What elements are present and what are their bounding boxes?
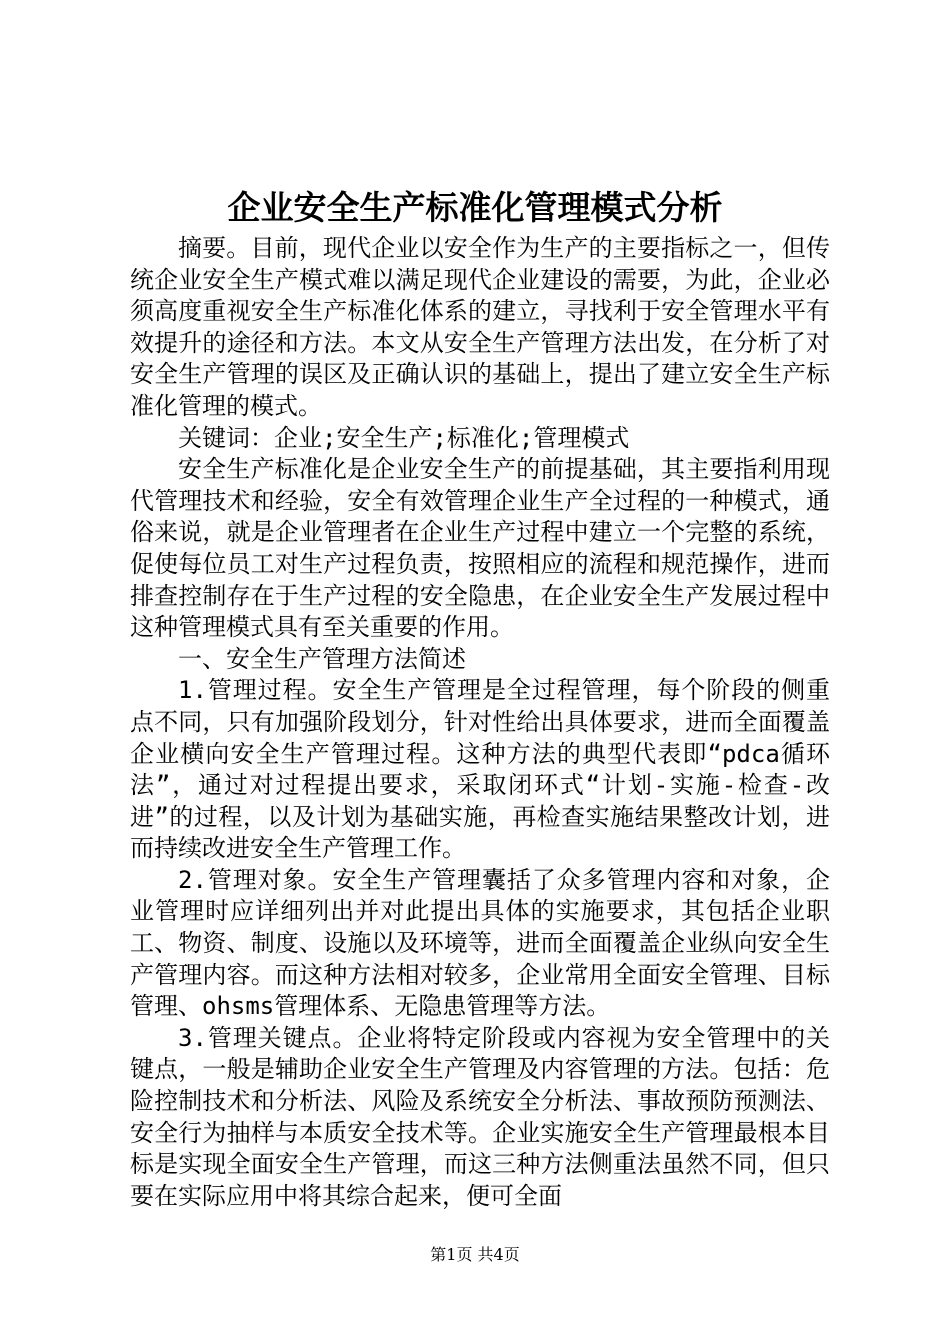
body-paragraph: 1.管理过程。安全生产管理是全过程管理，每个阶段的侧重点不同，只有加强阶段划分，针对性给出具体要求，进而全面覆盖企业横向安全生产管理过程。这种方法的典型代表即“pdca循环法”，通过对过程提出要求，采取闭环式“计划-实施-检查-改进”的过程，以及计划为基础实施，再检查实施结果整改计划，进而持续改进安全生产管理工作。 [130, 676, 830, 863]
document-body [130, 233, 830, 1212]
document-title: 企业安全生产标准化管理模式分析 [227, 188, 723, 227]
intro-paragraph: 安全生产标准化是企业安全生产的前提基础，其主要指利用现代管理技术和经验，安全有效管理企业生产全过程的一种模式，通俗来说，就是企业管理者在企业生产过程中建立一个完整的系统，促使每位员工对生产过程负责，按照相应的流程和规范操作，进而排查控制存在于生产过程的安全隐患，在企业安全生产发展过程中这种管理模式具有至关重要的作用。 [130, 455, 830, 642]
section-heading: 一、安全生产管理方法简述 [178, 644, 466, 673]
body-paragraph: 2.管理对象。安全生产管理囊括了众多管理内容和对象，企业管理时应详细列出并对此提出具体的实施要求，其包括企业职工、物资、制度、设施以及环境等，进而全面覆盖企业纵向安全生产管理内容。而这种方法相对较多，企业常用全面安全管理、目标管理、ohsms管理体系、无隐患管理等方法。 [130, 865, 830, 1021]
page-footer: 第1页 共4页 [430, 1245, 520, 1264]
body-paragraph: 3.管理关键点。企业将特定阶段或内容视为安全管理中的关键点，一般是辅助企业安全生产管理及内容管理的方法。包括：危险控制技术和分析法、风险及系统安全分析法、事故预防预测法、安全行为抽样与本质安全技术等。企业实施安全生产管理最根本目标是实现全面安全生产管理，而这三种方法侧重法虽然不同，但只要在实际应用中将其综合起来，便可全面 [130, 1023, 830, 1210]
keywords-paragraph: 关键词：企业;安全生产;标准化;管理模式 [178, 423, 630, 452]
abstract-paragraph: 摘要。目前，现代企业以安全作为生产的主要指标之一，但传统企业安全生产模式难以满足现代企业建设的需要，为此，企业必须高度重视安全生产标准化体系的建立，寻找利于安全管理水平有效提升的途径和方法。本文从安全生产管理方法出发，在分析了对安全生产管理的误区及正确认识的基础上，提出了建立安全生产标准化管理的模式。 [130, 234, 830, 420]
